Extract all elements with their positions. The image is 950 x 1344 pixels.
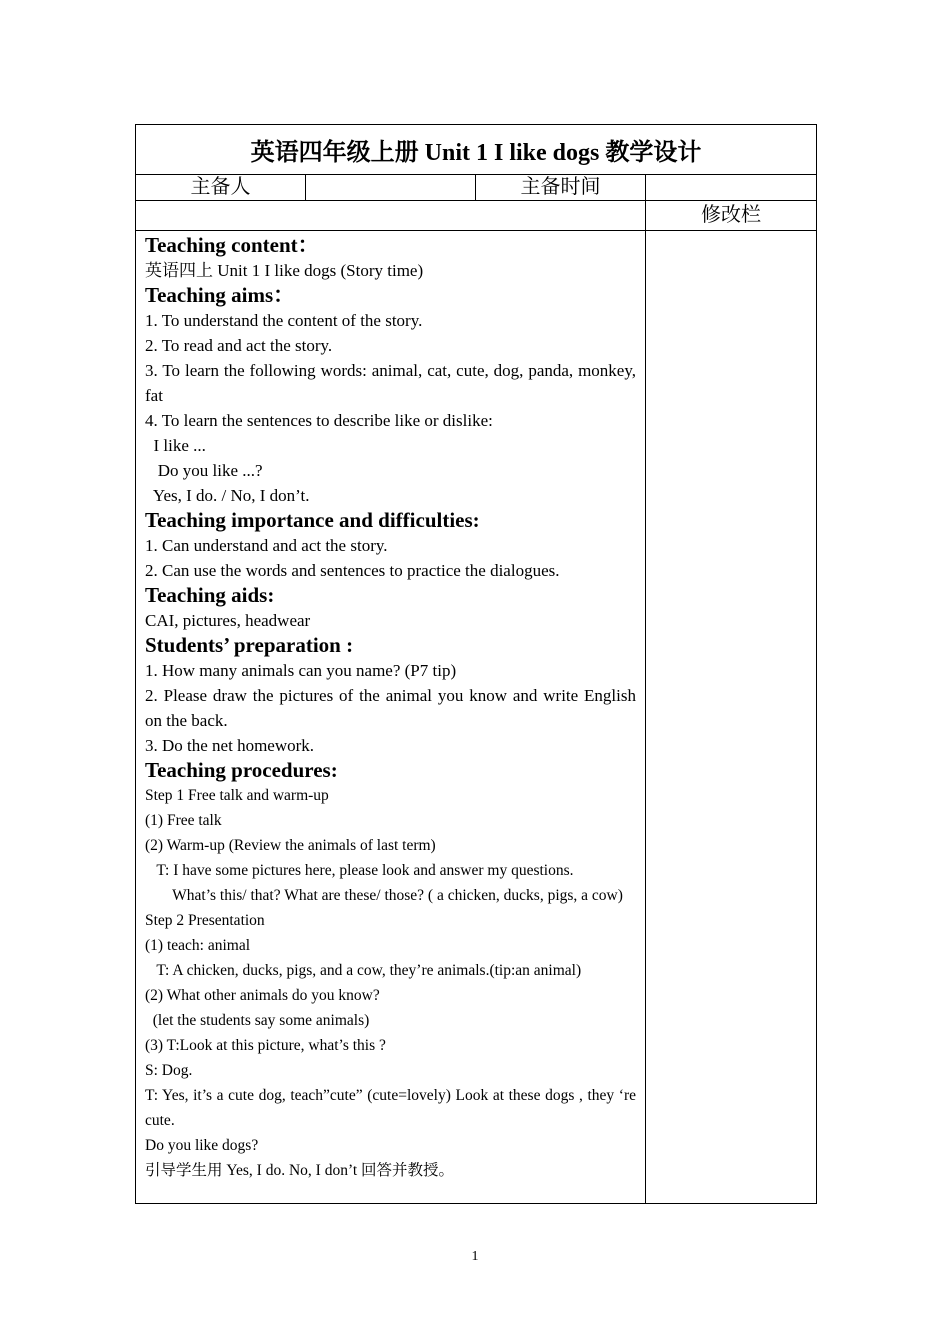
section-heading: Teaching aids:	[145, 583, 275, 607]
content-line: 引导学生用 Yes, I do. No, I don’t 回答并教授。	[145, 1162, 455, 1179]
content-line: (2) What other animals do you know?	[145, 987, 380, 1004]
content-line: Do you like ...?	[145, 461, 263, 480]
content-line: 1. How many animals can you name? (P7 tip)	[145, 661, 457, 680]
content-line: What’s this/ that? What are these/ those? ( a chicken, ducks, pigs, a cow)	[145, 887, 623, 904]
content-line: Do you like dogs?	[145, 1137, 259, 1154]
page-number: 1	[471, 1249, 479, 1264]
revision-column-header: 修改栏	[646, 201, 817, 231]
preparer-label: 主备人	[136, 175, 306, 201]
document-title: 英语四年级上册 Unit 1 I like dogs 教学设计	[136, 125, 817, 175]
prep-time-label: 主备时间	[476, 175, 646, 201]
content-line: Step 2 Presentation	[145, 912, 265, 929]
section-heading: Teaching procedures:	[145, 758, 338, 782]
content-line: Step 1 Free talk and warm-up	[145, 787, 329, 804]
content-line: 2. To read and act the story.	[145, 336, 333, 355]
content-line: 3. Do the net homework.	[145, 736, 315, 755]
content-line: (let the students say some animals)	[145, 1012, 370, 1029]
content-line: I like ...	[145, 436, 206, 455]
content-line: CAI, pictures, headwear	[145, 611, 311, 630]
content-line: 1. To understand the content of the story.	[145, 311, 423, 330]
content-line: T: A chicken, ducks, pigs, and a cow, they’re animals.(tip:an animal)	[145, 962, 582, 979]
content-line: (1) teach: animal	[145, 937, 251, 954]
content-line: 4. To learn the sentences to describe like or dislike:	[145, 411, 493, 430]
content-line: 2. Can use the words and sentences to practice the dialogues.	[145, 561, 560, 580]
content-line: 3. To learn the following words: animal, cat, cute, dog, panda, monkey, fat	[145, 361, 636, 405]
prep-time-value	[646, 175, 817, 201]
content-line: S: Dog.	[145, 1062, 193, 1079]
preparer-value	[306, 175, 476, 201]
content-line: T: I have some pictures here, please look and answer my questions.	[145, 862, 574, 879]
lesson-plan-table	[135, 124, 817, 1204]
content-line: 英语四上 Unit 1 I like dogs (Story time)	[145, 261, 424, 280]
content-line: 1. Can understand and act the story.	[145, 536, 388, 555]
content-line: T: Yes, it’s a cute dog, teach”cute” (cute=lovely) Look at these dogs , they ‘re cute.	[145, 1087, 636, 1129]
content-line: (3) T:Look at this picture, what’s this ?	[145, 1037, 386, 1054]
content-line: (1) Free talk	[145, 812, 222, 829]
lesson-content	[145, 233, 636, 1183]
section-heading: Teaching aims：	[145, 283, 295, 307]
content-line: (2) Warm-up (Review the animals of last term)	[145, 837, 436, 854]
section-heading: Students’ preparation :	[145, 633, 354, 657]
blank-cell	[136, 201, 646, 231]
content-line: Yes, I do. / No, I don’t.	[145, 486, 310, 505]
content-line: 2. Please draw the pictures of the animal you know and write English on the back.	[145, 686, 636, 730]
section-heading: Teaching content：	[145, 233, 319, 257]
revision-column	[646, 231, 817, 1204]
lesson-content-cell	[136, 231, 646, 1204]
section-heading: Teaching importance and difficulties:	[145, 508, 480, 532]
